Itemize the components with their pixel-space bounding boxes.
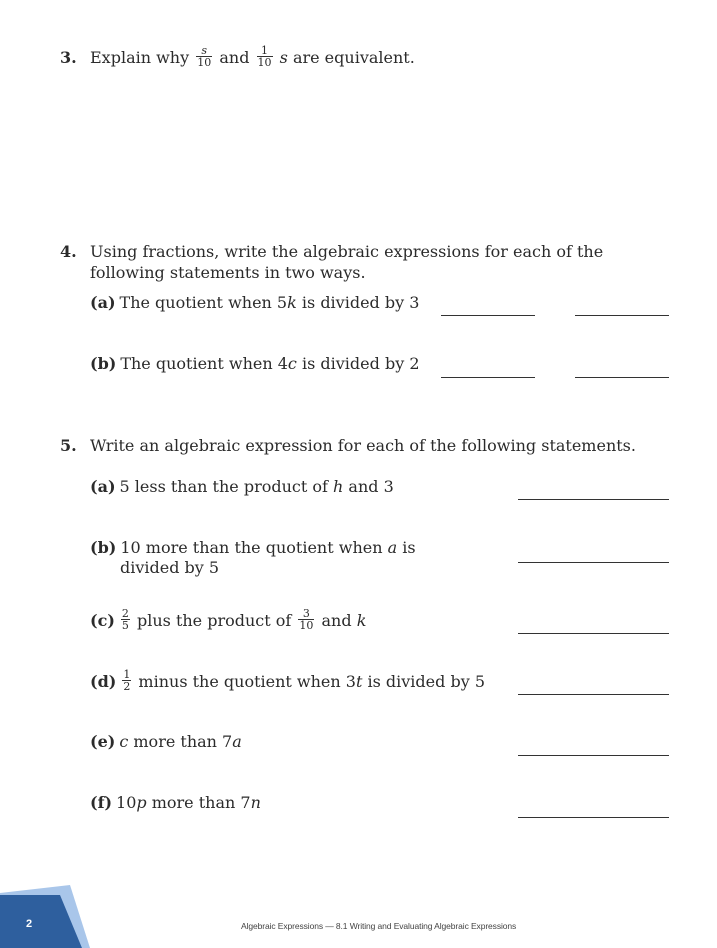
question-text: Using fractions, write the algebraic expressions for each of the following statements in two ways. (90, 242, 604, 282)
fraction: $\frac{s}{10}$ (197, 44, 212, 69)
question-number: 5. (60, 436, 77, 455)
answer-blank-4b-1[interactable] (441, 377, 535, 378)
fraction: $\frac{1}{10}$ (257, 44, 272, 69)
answer-blank-5b[interactable] (518, 562, 669, 563)
question-5d: (d) $\frac{1}{2}$ minus the quotient when 3t is divided by 5 (90, 668, 485, 693)
answer-blank-5d[interactable] (518, 694, 669, 695)
question-text: Explain why $\frac{s}{10}$ and $\frac{1}{10}$ s are equivalent. (90, 44, 415, 69)
question-text: Write an algebraic expression for each of the following statements. (90, 436, 636, 455)
question-5f: (f) 10p more than 7n (90, 793, 261, 812)
answer-blank-5f[interactable] (518, 817, 669, 818)
question-5a: (a) 5 less than the product of h and 3 (90, 477, 394, 496)
footer-chapter-title: Algebraic Expressions — 8.1 Writing and Evaluating Algebraic Expressions (241, 921, 517, 931)
question-number: 4. (60, 242, 77, 261)
question-4a: (a) The quotient when 5k is divided by 3 (90, 293, 420, 312)
answer-blank-5e[interactable] (518, 755, 669, 756)
answer-blank-5a[interactable] (518, 499, 669, 500)
question-5b: (b) 10 more than the quotient when a is divided by 5 (90, 538, 416, 577)
page-tab-decoration (0, 885, 90, 948)
answer-blank-4a-1[interactable] (441, 315, 535, 316)
answer-blank-5c[interactable] (518, 633, 669, 634)
answer-blank-4a-2[interactable] (575, 315, 669, 316)
question-4b: (b) The quotient when 4c is divided by 2 (90, 354, 420, 373)
question-number: 3. (60, 48, 77, 67)
question-5e: (e) c more than 7a (90, 732, 242, 751)
answer-blank-4b-2[interactable] (575, 377, 669, 378)
question-5c: (c) $\frac{2}{5}$ plus the product of $\frac{3}{10}$ and k (90, 607, 367, 632)
page-number: 2 (26, 918, 33, 930)
